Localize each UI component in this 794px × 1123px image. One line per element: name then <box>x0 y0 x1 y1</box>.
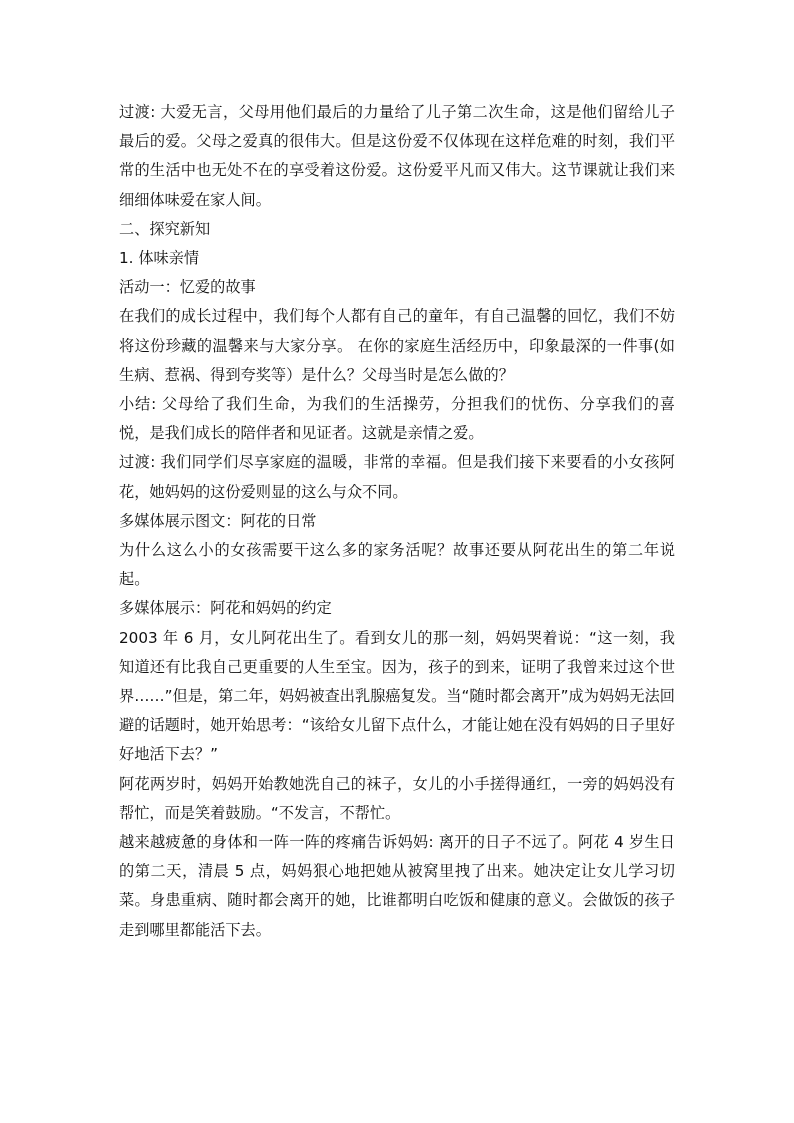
multimedia-heading-daily: 多媒体展示图文：阿花的日常 <box>119 511 317 530</box>
activity-heading: 活动一：忆爱的故事 <box>119 278 256 297</box>
subheading-feel-family: 1. 体味亲情 <box>119 249 200 268</box>
paragraph-transition-2: 过渡: 我们同学们尽享家庭的温暖，非常的幸福。但是我们接下来要看的小女孩阿花，她妈妈的这份爱则显的这么与众不同。 <box>119 453 675 501</box>
paragraph-story-age-two: 阿花两岁时，妈妈开始教她洗自己的袜子，女儿的小手搓得通红，一旁的妈妈没有帮忙，而是笑着鼓励。“不发言，不帮忙。 <box>119 774 675 822</box>
document-body <box>119 98 675 945</box>
paragraph-story-2003: 2003 年 6 月，女儿阿花出生了。看到女儿的那一刻，妈妈哭着说：“这一刻，我知道还有比我自己更重要的人生至宝。因为，孩子的到来，证明了我曾来过这个世界……”但是，第二年，妈妈被查出乳腺癌复发。当“随时都会离开”成为妈妈无法回避的话题时，她开始思考：“该给女儿留下点什么，才能让她在没有妈妈的日子里好好地活下去？” <box>119 628 675 764</box>
paragraph-transition-1: 过渡: 大爱无言，父母用他们最后的力量给了儿子第二次生命，这是他们留给儿子最后的爱。父母之爱真的很伟大。但是这份爱不仅体现在这样危难的时刻，我们平常的生活中也无处不在的享受着这份爱。这份爱平凡而又伟大。这节课就让我们来细细体味爱在家人间。 <box>119 103 675 209</box>
paragraph-summary: 小结: 父母给了我们生命，为我们的生活操劳，分担我们的忧伤、分享我们的喜悦，是我们成长的陪伴者和见证者。这就是亲情之爱。 <box>119 395 675 443</box>
paragraph-story-age-four: 越来越疲惫的身体和一阵一阵的疼痛告诉妈妈: 离开的日子不远了。阿花 4 岁生日的第二天，清晨 5 点，妈妈狠心地把她从被窝里拽了出来。她决定让女儿学习切菜。身患重病、随时都会离开的她，比谁都明白吃饭和健康的意义。会做饭的孩子走到哪里都能活下去。 <box>119 833 675 939</box>
paragraph-activity-prompt: 在我们的成长过程中，我们每个人都有自己的童年，有自己温馨的回忆，我们不妨将这份珍藏的温馨来与大家分享。 在你的家庭生活经历中，印象最深的一件事(如生病、惹祸、得到夸奖等）是什么？父母当时是怎么做的？ <box>119 307 675 384</box>
section-heading-explore: 二、探究新知 <box>119 219 211 238</box>
multimedia-heading-promise: 多媒体展示：阿花和妈妈的约定 <box>119 599 332 618</box>
paragraph-question: 为什么这么小的女孩需要干这么多的家务活呢？故事还要从阿花出生的第二年说起。 <box>119 541 675 589</box>
